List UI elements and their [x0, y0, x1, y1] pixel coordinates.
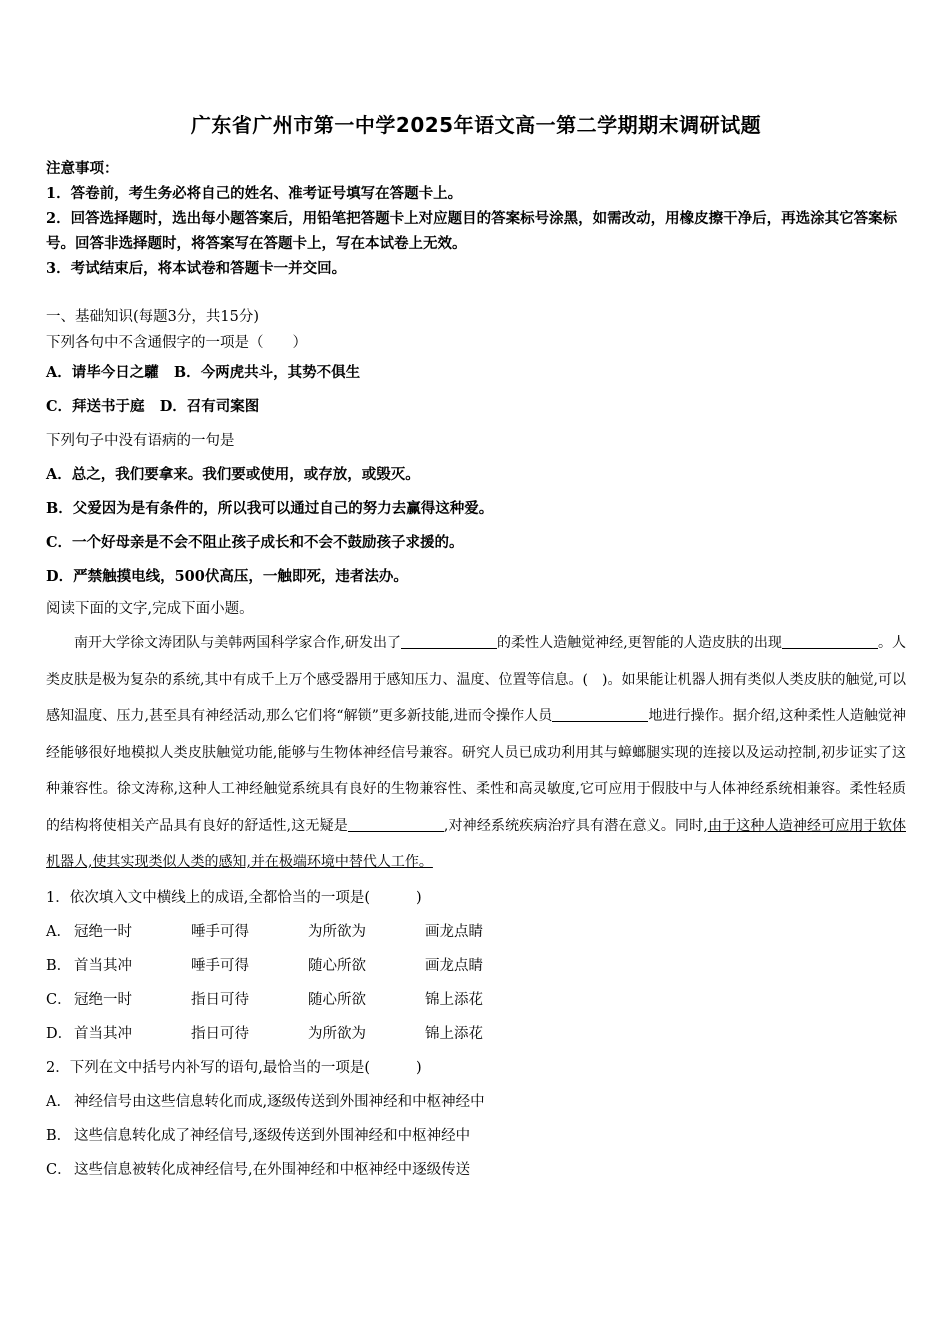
option-row: [46, 458, 906, 492]
question-stem: 下列各句中不含通假字的一项是（ ）: [46, 335, 307, 351]
option-label: C．: [46, 398, 73, 415]
sub-question-1: [46, 881, 906, 1051]
option-label: A．: [46, 364, 72, 381]
idiom: 随心所欲: [308, 991, 366, 1008]
notice-heading: 注意事项：: [46, 160, 119, 177]
blank-4: [348, 813, 444, 832]
idiom: 为所欲为: [308, 1025, 366, 1042]
options-row: [46, 390, 906, 424]
notice-block: [46, 156, 906, 281]
idiom: 指日可待: [191, 1025, 249, 1042]
option-label: B．: [46, 500, 73, 517]
option-label: B．: [46, 1127, 72, 1144]
option-row: [46, 949, 906, 983]
stem-text: 2．下列在文中括号内补写的语句,最恰当的一项是(: [46, 1059, 370, 1076]
option-label: D．: [46, 568, 74, 585]
option-text: 神经信号由这些信息转化而成,逐级传送到外围神经和中枢神经中: [74, 1093, 485, 1110]
option-label: A．: [46, 466, 72, 483]
idiom: 为所欲为: [308, 923, 366, 940]
idiom: 冠绝一时: [74, 991, 132, 1008]
question-1: [46, 330, 906, 424]
option-label: B．: [173, 364, 201, 381]
passage-text: ,对神经系统疾病治疗具有潜在意义。同时,: [443, 817, 708, 834]
option-text: 一个好母亲是不会不阻止孩子成长和不会不鼓励孩子求援的。: [72, 534, 464, 551]
blank-2: [782, 630, 878, 649]
option-label: A．: [46, 1093, 71, 1110]
option-row: [46, 983, 906, 1017]
notice-item: 3．考试结束后，将本试卷和答题卡一并交回。: [46, 260, 347, 277]
idiom: 冠绝一时: [74, 923, 132, 940]
idiom: 唾手可得: [191, 923, 249, 940]
option-label: C．: [46, 1161, 72, 1178]
option-row: [46, 492, 906, 526]
option-c: 拜送书于庭: [72, 398, 145, 415]
question-stem: [46, 881, 906, 915]
idiom: 画龙点睛: [425, 923, 483, 940]
idiom: 指日可待: [191, 991, 249, 1008]
option-row: [46, 560, 906, 594]
sub-question-2: [46, 1051, 906, 1187]
notice-item: 1．答卷前，考生务必将自己的姓名、准考证号填写在答题卡上。: [46, 185, 463, 202]
idiom: 锦上添花: [425, 991, 483, 1008]
idiom: 唾手可得: [191, 957, 249, 974]
option-b: 今两虎共斗，其势不俱生: [200, 364, 361, 381]
question-2: [46, 424, 906, 594]
passage-text: 。人类皮肤是极为复杂的系统,其中有成千上万个感受器用于感知压力、温度、位置等信息。( )。如果能让机器人拥有类似人类皮肤的触觉,可以感知温度、压力,甚至具有神经活动,那么它们将“解锁”更多新技能,进而令操作人员: [46, 635, 906, 724]
exam-page: [46, 110, 906, 1187]
stem-text: ): [416, 1059, 422, 1076]
option-row: [46, 915, 906, 949]
blank-1: [401, 630, 497, 649]
page-title: 广东省广州市第一中学2025年语文高一第二学期期末调研试题: [190, 113, 762, 137]
option-label: C．: [46, 991, 72, 1008]
stem-text: 1．依次填入文中横线上的成语,全都恰当的一项是(: [46, 889, 370, 906]
option-text: 这些信息被转化成神经信号,在外围神经和中枢神经中逐级传送: [74, 1161, 471, 1178]
idiom: 锦上添花: [425, 1025, 483, 1042]
section-heading: 一、基础知识(每题3分，共15分): [46, 309, 259, 325]
option-row: [46, 526, 906, 560]
passage-text: 的柔性人造触觉神经,更智能的人造皮肤的出现: [497, 635, 782, 651]
idiom: 画龙点睛: [425, 957, 483, 974]
option-row: [46, 1017, 906, 1051]
option-text: 这些信息转化成了神经信号,逐级传送到外围神经和中枢神经中: [74, 1127, 471, 1144]
option-label: D．: [159, 398, 187, 415]
option-text: 总之，我们要拿来。我们要或使用，或存放，或毁灭。: [71, 466, 420, 483]
notice-item: 2．回答选择题时，选出每小题答案后，用铅笔把答题卡上对应题目的答案标号涂黑，如需改动，用橡皮擦干净后，再选涂其它答案标号。回答非选择题时，将答案写在答题卡上，写在本试卷上无效。: [46, 210, 898, 252]
option-label: C．: [46, 534, 73, 551]
option-row: [46, 1119, 906, 1153]
option-label: D．: [46, 1025, 73, 1042]
reading-passage: [46, 625, 906, 881]
underlined-sentence: 由于这种人造神经可应用于软体机器人,使其实现类似人类的感知,并在极端环境中替代人工作。: [46, 817, 906, 870]
option-d: 召有司案图: [186, 398, 260, 415]
idiom: 随心所欲: [308, 957, 366, 974]
passage-text: 南开大学徐文涛团队与美韩两国科学家合作,研发出了: [74, 635, 401, 651]
options-row: [46, 356, 906, 390]
option-row: [46, 1153, 906, 1187]
option-text: 父爱因为是有条件的，所以我可以通过自己的努力去赢得这种爱。: [72, 500, 494, 517]
idiom: 首当其冲: [74, 1025, 132, 1042]
option-label: A．: [46, 923, 71, 940]
option-a: 请毕今日之驩: [71, 364, 159, 381]
blank-3: [552, 703, 648, 722]
option-label: B．: [46, 957, 72, 974]
question-stem: 下列句子中没有语病的一句是: [46, 433, 235, 449]
option-row: [46, 1085, 906, 1119]
idiom: 首当其冲: [74, 957, 132, 974]
stem-text: ): [416, 889, 422, 906]
question-stem: [46, 1051, 906, 1085]
reading-intro: 阅读下面的文字,完成下面小题。: [46, 601, 254, 617]
passage-text: 地进行操作。据介绍,这种柔性人造触觉神经能够很好地模拟人类皮肤触觉功能,能够与生物体神经信号兼容。研究人员已成功利用其与蟑螂腿实现的连接以及运动控制,初步证实了这种兼容性。徐文涛称,这种人工神经触觉系统具有良好的生物兼容性、柔性和高灵敏度,它可应用于假肢中与人体神经系统相兼容。柔性轻质的结构将使相关产品具有良好的舒适性,这无疑是: [46, 708, 907, 834]
option-text: 严禁触摸电线，500伏高压，一触即死，违者法办。: [73, 568, 408, 585]
